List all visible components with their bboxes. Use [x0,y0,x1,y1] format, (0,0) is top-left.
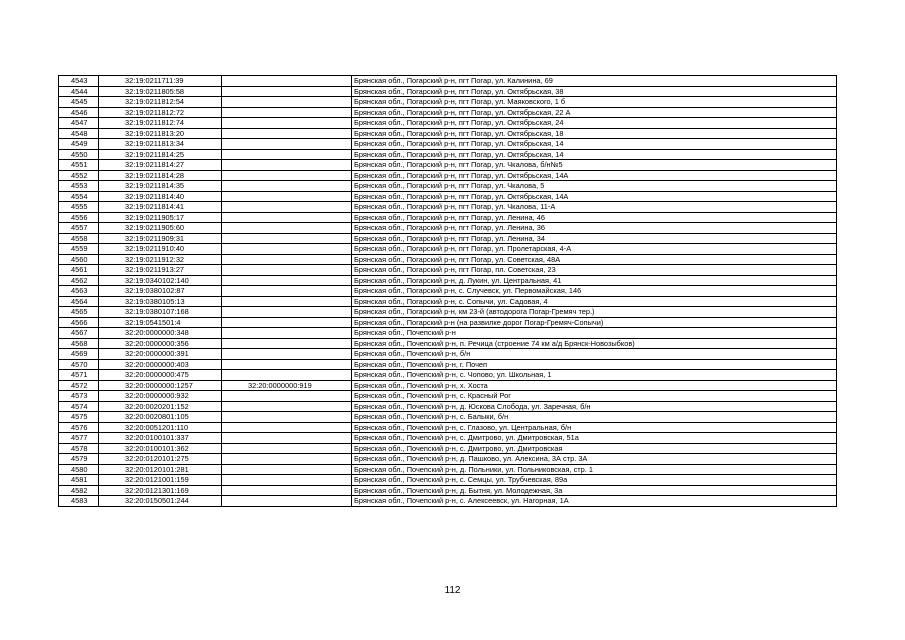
related-cadastral-number-cell [222,170,352,181]
address-cell: Брянская обл., Почепский р-н, д. Пашково, ул. Алексина, 3А стр. 3А [352,454,837,465]
row-number-cell: 4579 [59,454,99,465]
table-row [59,391,837,402]
table-row [59,202,837,213]
related-cadastral-number-cell [222,212,352,223]
row-number-cell: 4574 [59,401,99,412]
cadastral-number-cell: 32:20:0051201:110 [99,422,222,433]
table-row [59,149,837,160]
cadastral-number-cell: 32:20:0121001:159 [99,475,222,486]
cadastral-number-cell: 32:19:0211813:34 [99,139,222,150]
cadastral-number-cell: 32:19:0211814:35 [99,181,222,192]
cadastral-number-cell: 32:20:0000000:475 [99,370,222,381]
row-number-cell: 4543 [59,76,99,87]
related-cadastral-number-cell [222,338,352,349]
related-cadastral-number-cell [222,391,352,402]
related-cadastral-number-cell [222,464,352,475]
address-cell: Брянская обл., Почепский р-н [352,328,837,339]
table-row [59,296,837,307]
address-cell: Брянская обл., Погарский р-н, пгт Погар, ул. Октябрьская, 14А [352,170,837,181]
table-row [59,338,837,349]
table-row [59,401,837,412]
address-cell: Брянская обл., Погарский р-н, с. Сопычи, ул. Садовая, 4 [352,296,837,307]
table-row [59,317,837,328]
cadastral-number-cell: 32:19:0211814:40 [99,191,222,202]
address-cell: Брянская обл., Погарский р-н (на развилке дорог Погар-Гремяч-Сопычи) [352,317,837,328]
address-cell: Брянская обл., Погарский р-н, д. Лукин, ул. Центральная, 41 [352,275,837,286]
table-row [59,139,837,150]
row-number-cell: 4577 [59,433,99,444]
related-cadastral-number-cell [222,296,352,307]
registry-table [58,75,837,507]
table-row [59,275,837,286]
related-cadastral-number-cell [222,359,352,370]
related-cadastral-number-cell [222,433,352,444]
cadastral-number-cell: 32:19:0211711:39 [99,76,222,87]
cadastral-number-cell: 32:20:0000000:348 [99,328,222,339]
related-cadastral-number-cell [222,443,352,454]
related-cadastral-number-cell [222,485,352,496]
cadastral-number-cell: 32:19:0211805:58 [99,86,222,97]
address-cell: Брянская обл., Погарский р-н, пгт Погар, ул. Чкалова, 11-А [352,202,837,213]
related-cadastral-number-cell [222,401,352,412]
cadastral-number-cell: 32:20:0100101:362 [99,443,222,454]
table-row [59,128,837,139]
address-cell: Брянская обл., Почепский р-н, с. Глазово, ул. Центральная, б/н [352,422,837,433]
table-row [59,170,837,181]
related-cadastral-number-cell [222,370,352,381]
related-cadastral-number-cell [222,475,352,486]
table-row [59,433,837,444]
row-number-cell: 4570 [59,359,99,370]
address-cell: Брянская обл., Почепский р-н, д. Бытня, ул. Молодежная, 3а [352,485,837,496]
address-cell: Брянская обл., Погарский р-н, пгт Погар, ул. Ленина, 46 [352,212,837,223]
table-row [59,97,837,108]
address-cell: Брянская обл., Погарский р-н, пгт Погар, ул. Маяковского, 1 б [352,97,837,108]
row-number-cell: 4552 [59,170,99,181]
related-cadastral-number-cell [222,422,352,433]
row-number-cell: 4569 [59,349,99,360]
related-cadastral-number-cell [222,454,352,465]
row-number-cell: 4553 [59,181,99,192]
table-row [59,181,837,192]
address-cell: Брянская обл., Почепский р-н, с. Чопово, ул. Школьная, 1 [352,370,837,381]
row-number-cell: 4575 [59,412,99,423]
address-cell: Брянская обл., Почепский р-н, с. Дмитрово, ул. Дмитровская, 51а [352,433,837,444]
address-cell: Брянская обл., Почепский р-н, д. Юскова Слобода, ул. Заречная, б/н [352,401,837,412]
table-row [59,254,837,265]
related-cadastral-number-cell [222,317,352,328]
table-row [59,464,837,475]
related-cadastral-number-cell [222,139,352,150]
cadastral-number-cell: 32:20:0000000:1257 [99,380,222,391]
related-cadastral-number-cell [222,107,352,118]
address-cell: Брянская обл., Погарский р-н, пгт Погар, ул. Чкалова, 5 [352,181,837,192]
row-number-cell: 4555 [59,202,99,213]
address-cell: Брянская обл., Погарский р-н, пгт Погар, ул. Октябрьская, 24 [352,118,837,129]
address-cell: Брянская обл., Погарский р-н, пгт Погар, ул. Октябрьская, 18 [352,128,837,139]
address-cell: Брянская обл., Почепский р-н, г. Почеп [352,359,837,370]
address-cell: Брянская обл., Погарский р-н, пгт Погар, ул. Чкалова, б/н№5 [352,160,837,171]
address-cell: Брянская обл., Почепский р-н, с. Балыки, б/н [352,412,837,423]
table-row [59,412,837,423]
cadastral-number-cell: 32:19:0211812:74 [99,118,222,129]
row-number-cell: 4546 [59,107,99,118]
row-number-cell: 4582 [59,485,99,496]
cadastral-number-cell: 32:19:0211814:28 [99,170,222,181]
related-cadastral-number-cell [222,244,352,255]
table-row [59,76,837,87]
row-number-cell: 4558 [59,233,99,244]
row-number-cell: 4548 [59,128,99,139]
cadastral-number-cell: 32:19:0211812:54 [99,97,222,108]
table-row [59,223,837,234]
cadastral-number-cell: 32:19:0380105:13 [99,296,222,307]
cadastral-number-cell: 32:19:0211910:40 [99,244,222,255]
row-number-cell: 4551 [59,160,99,171]
row-number-cell: 4554 [59,191,99,202]
cadastral-number-cell: 32:20:0020801:105 [99,412,222,423]
address-cell: Брянская обл., Погарский р-н, пгт Погар, ул. Октябрьская, 22 А [352,107,837,118]
address-cell: Брянская обл., Погарский р-н, пгт Погар, ул. Пролетарская, 4-А [352,244,837,255]
table-row [59,265,837,276]
address-cell: Брянская обл., Почепский р-н, с. Алексеевск, ул. Нагорная, 1А [352,496,837,507]
row-number-cell: 4564 [59,296,99,307]
cadastral-number-cell: 32:19:0340102:140 [99,275,222,286]
table-row [59,496,837,507]
address-cell: Брянская обл., Почепский р-н, с. Дмитрово, ул. Дмитровская [352,443,837,454]
cadastral-number-cell: 32:19:0211814:25 [99,149,222,160]
table-row [59,454,837,465]
address-cell: Брянская обл., Погарский р-н, пгт Погар, ул. Советская, 48А [352,254,837,265]
related-cadastral-number-cell [222,181,352,192]
cadastral-number-cell: 32:19:0211913:27 [99,265,222,276]
cadastral-number-cell: 32:20:0000000:356 [99,338,222,349]
cadastral-number-cell: 32:19:0211909:31 [99,233,222,244]
row-number-cell: 4572 [59,380,99,391]
row-number-cell: 4561 [59,265,99,276]
related-cadastral-number-cell [222,328,352,339]
cadastral-number-cell: 32:19:0211912:32 [99,254,222,265]
related-cadastral-number-cell [222,223,352,234]
row-number-cell: 4557 [59,223,99,234]
row-number-cell: 4562 [59,275,99,286]
related-cadastral-number-cell [222,118,352,129]
row-number-cell: 4559 [59,244,99,255]
table-row [59,244,837,255]
address-cell: Брянская обл., Погарский р-н, с. Случевск, ул. Первомайская, 146 [352,286,837,297]
table-row [59,118,837,129]
row-number-cell: 4563 [59,286,99,297]
cadastral-number-cell: 32:20:0000000:391 [99,349,222,360]
row-number-cell: 4556 [59,212,99,223]
cadastral-number-cell: 32:20:0000000:932 [99,391,222,402]
row-number-cell: 4567 [59,328,99,339]
row-number-cell: 4565 [59,307,99,318]
row-number-cell: 4545 [59,97,99,108]
cadastral-number-cell: 32:19:0380102:87 [99,286,222,297]
table-row [59,307,837,318]
cadastral-number-cell: 32:20:0121301:169 [99,485,222,496]
cadastral-number-cell: 32:20:0000000:403 [99,359,222,370]
related-cadastral-number-cell [222,128,352,139]
row-number-cell: 4578 [59,443,99,454]
registry-table-body [59,76,837,507]
table-row [59,328,837,339]
related-cadastral-number-cell [222,275,352,286]
address-cell: Брянская обл., Почепский р-н, с. Красный Рог [352,391,837,402]
table-row [59,380,837,391]
address-cell: Брянская обл., Почепский р-н, б/н [352,349,837,360]
table-row [59,191,837,202]
cadastral-number-cell: 32:20:0100101:337 [99,433,222,444]
row-number-cell: 4583 [59,496,99,507]
cadastral-number-cell: 32:19:0211812:72 [99,107,222,118]
table-row [59,86,837,97]
cadastral-number-cell: 32:20:0020201:152 [99,401,222,412]
row-number-cell: 4581 [59,475,99,486]
related-cadastral-number-cell [222,86,352,97]
row-number-cell: 4580 [59,464,99,475]
row-number-cell: 4544 [59,86,99,97]
related-cadastral-number-cell: 32:20:0000000:919 [222,380,352,391]
row-number-cell: 4547 [59,118,99,129]
address-cell: Брянская обл., Погарский р-н, км 23-й (автодорога Погар-Гремяч тер.) [352,307,837,318]
table-row [59,212,837,223]
cadastral-number-cell: 32:19:0380107:168 [99,307,222,318]
related-cadastral-number-cell [222,160,352,171]
cadastral-number-cell: 32:19:0211813:20 [99,128,222,139]
cadastral-number-cell: 32:19:0211814:41 [99,202,222,213]
table-row [59,107,837,118]
address-cell: Брянская обл., Почепский р-н, с. Семцы, ул. Трубчевская, 89а [352,475,837,486]
address-cell: Брянская обл., Погарский р-н, пгт Погар, ул. Октябрьская, 14 [352,139,837,150]
address-cell: Брянская обл., Почепский р-н, п. Речица (строение 74 км а/д Брянск-Новозыбков) [352,338,837,349]
related-cadastral-number-cell [222,496,352,507]
cadastral-number-cell: 32:20:0150501:244 [99,496,222,507]
cadastral-number-cell: 32:19:0211905:60 [99,223,222,234]
related-cadastral-number-cell [222,254,352,265]
table-row [59,422,837,433]
table-row [59,443,837,454]
address-cell: Брянская обл., Погарский р-н, пгт Погар, ул. Калинина, 69 [352,76,837,87]
related-cadastral-number-cell [222,191,352,202]
table-row [59,349,837,360]
row-number-cell: 4568 [59,338,99,349]
row-number-cell: 4550 [59,149,99,160]
address-cell: Брянская обл., Почепский р-н, х. Хоста [352,380,837,391]
related-cadastral-number-cell [222,349,352,360]
row-number-cell: 4573 [59,391,99,402]
row-number-cell: 4576 [59,422,99,433]
table-row [59,475,837,486]
table-row [59,370,837,381]
related-cadastral-number-cell [222,233,352,244]
address-cell: Брянская обл., Погарский р-н, пгт Погар, ул. Октябрьская, 38 [352,86,837,97]
table-row [59,286,837,297]
related-cadastral-number-cell [222,97,352,108]
cadastral-number-cell: 32:19:0211814:27 [99,160,222,171]
row-number-cell: 4549 [59,139,99,150]
row-number-cell: 4566 [59,317,99,328]
row-number-cell: 4571 [59,370,99,381]
cadastral-number-cell: 32:20:0120101:281 [99,464,222,475]
related-cadastral-number-cell [222,149,352,160]
address-cell: Брянская обл., Погарский р-н, пгт Погар, ул. Ленина, 34 [352,233,837,244]
table-row [59,160,837,171]
related-cadastral-number-cell [222,76,352,87]
related-cadastral-number-cell [222,202,352,213]
related-cadastral-number-cell [222,265,352,276]
related-cadastral-number-cell [222,412,352,423]
address-cell: Брянская обл., Погарский р-н, пгт Погар, ул. Октябрьская, 14 [352,149,837,160]
cadastral-number-cell: 32:19:0541501:4 [99,317,222,328]
cadastral-number-cell: 32:20:0120101:275 [99,454,222,465]
table-row [59,359,837,370]
address-cell: Брянская обл., Погарский р-н, пгт Погар, ул. Октябрьская, 14А [352,191,837,202]
row-number-cell: 4560 [59,254,99,265]
page-number: 112 [444,585,461,596]
address-cell: Брянская обл., Почепский р-н, д. Польники, ул. Польниковская, стр. 1 [352,464,837,475]
related-cadastral-number-cell [222,286,352,297]
address-cell: Брянская обл., Погарский р-н, пгт Погар, пл. Советская, 23 [352,265,837,276]
address-cell: Брянская обл., Погарский р-н, пгт Погар, ул. Ленина, 36 [352,223,837,234]
related-cadastral-number-cell [222,307,352,318]
table-row [59,485,837,496]
table-row [59,233,837,244]
cadastral-number-cell: 32:19:0211905:17 [99,212,222,223]
